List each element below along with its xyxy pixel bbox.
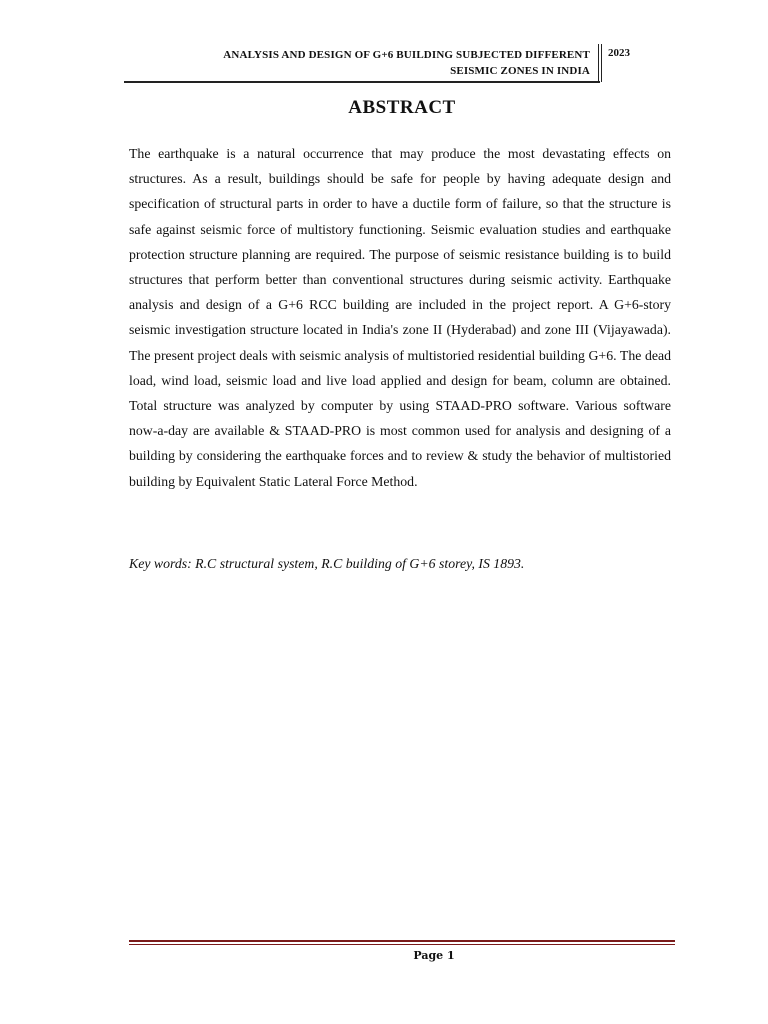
abstract-paragraph: The earthquake is a natural occurrence that may produce the most devastating effects on structures. As a result, buildings should be safe for people by having adequate design and specification of structural parts in order to have a ductile form of failure, so that the structure is safe against seismic force of multistory functioning. Seismic evaluation studies and earthquake protection structure planning are required. The purpose of seismic resistance building is to build structures that perform better than conventional structures during seismic activity. Earthquake analysis and design of a G+6 RCC building are included in the project report. A G+6-story seismic investigation structure located in India's zone II (Hyderabad) and zone III (Vijayawada). The present project deals with seismic analysis of multistoried residential building G+6. The dead load, wind load, seismic load and live load applied and design for beam, column are obtained. Total structure was analyzed by computer by using STAAD-PRO software. Various software now-a-day are available & STAAD-PRO is most common used for analysis and designing of a building by considering the earthquake forces and to review & study the behavior of multistoried building by Equivalent Static Lateral Force Method.	[129, 146, 671, 489]
header-underline	[124, 81, 600, 83]
keywords-line: Key words: R.C structural system, R.C building of G+6 storey, IS 1893.	[129, 556, 525, 571]
header-year: 2023	[608, 47, 630, 59]
section-title: ABSTRACT	[348, 97, 456, 118]
header-title-line-1: ANALYSIS AND DESIGN OF G+6 BUILDING SUBJECTED DIFFERENT	[223, 49, 590, 61]
header-vertical-divider	[598, 44, 602, 82]
page-header	[124, 44, 640, 82]
header-title-line-2: SEISMIC ZONES IN INDIA	[450, 65, 590, 77]
footer-divider	[129, 940, 675, 945]
header-title	[124, 47, 590, 79]
page-number: Page 1	[413, 949, 455, 962]
